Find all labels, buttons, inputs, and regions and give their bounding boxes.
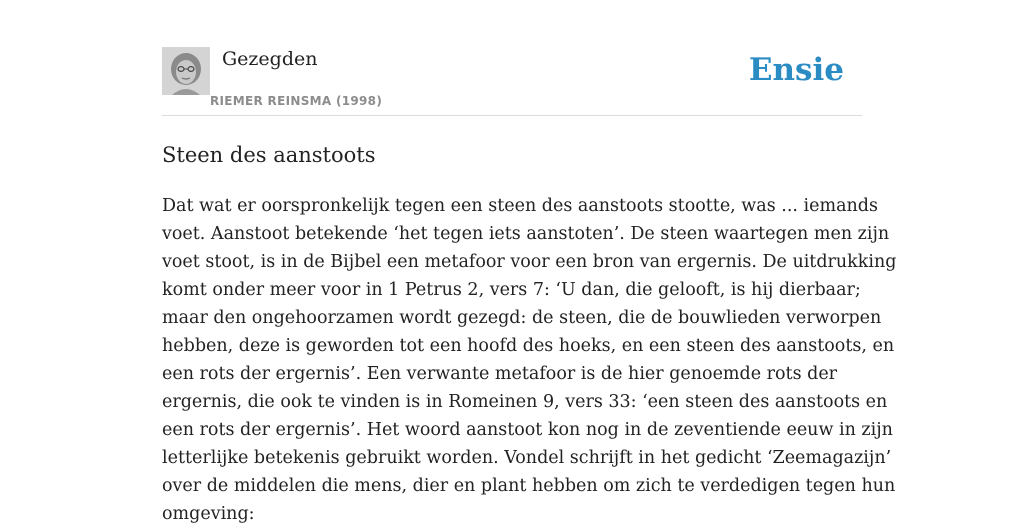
body-line: maar den ongehoorzamen wordt gezegd: de steen, die de bouwlieden verworpen bbox=[162, 308, 882, 328]
body-line: voet. Aanstoot betekende ‘het tegen iets aanstoten’. De steen waartegen men zijn bbox=[162, 224, 890, 244]
entry-body bbox=[162, 192, 897, 528]
author-avatar[interactable] bbox=[162, 47, 210, 95]
entry-title: Steen des aanstoots bbox=[162, 143, 376, 167]
body-line: een rots der ergernis’. Een verwante metafoor is de hier genoemde rots der bbox=[162, 364, 838, 384]
body-line: over de middelen die mens, dier en plant hebben om zich te verdedigen tegen hun bbox=[162, 476, 896, 496]
body-line: hebben, deze is geworden tot een hoofd des hoeks, en een steen des aanstoots, en bbox=[162, 336, 895, 356]
entry-header bbox=[162, 44, 862, 116]
body-line: komt onder meer voor in 1 Petrus 2, vers 7: ‘U dan, die gelooft, is hij dierbaar; bbox=[162, 280, 861, 300]
body-line: omgeving: bbox=[162, 504, 255, 524]
body-line: letterlijke betekenis gebruikt worden. Vondel schrijft in het gedicht ‘Zeemagazijn’ bbox=[162, 448, 892, 468]
body-line: een rots der ergernis’. Het woord aanstoot kon nog in de zeventiende eeuw in zijn bbox=[162, 420, 893, 440]
body-line: voet stoot, is in de Bijbel een metafoor voor een bron van ergernis. De uitdrukking bbox=[162, 252, 897, 272]
brand-logo[interactable]: Ensie bbox=[748, 52, 844, 88]
source-title[interactable]: Gezegden bbox=[222, 48, 318, 70]
author-portrait-icon bbox=[162, 47, 210, 95]
body-line: ergernis, die ook te vinden is in Romeinen 9, vers 33: ‘een steen des aanstoots en bbox=[162, 392, 888, 412]
body-line: Dat wat er oorspronkelijk tegen een steen des aanstoots stootte, was ... iemands bbox=[162, 196, 878, 216]
author-attribution[interactable]: RIEMER REINSMA (1998) bbox=[210, 94, 383, 108]
